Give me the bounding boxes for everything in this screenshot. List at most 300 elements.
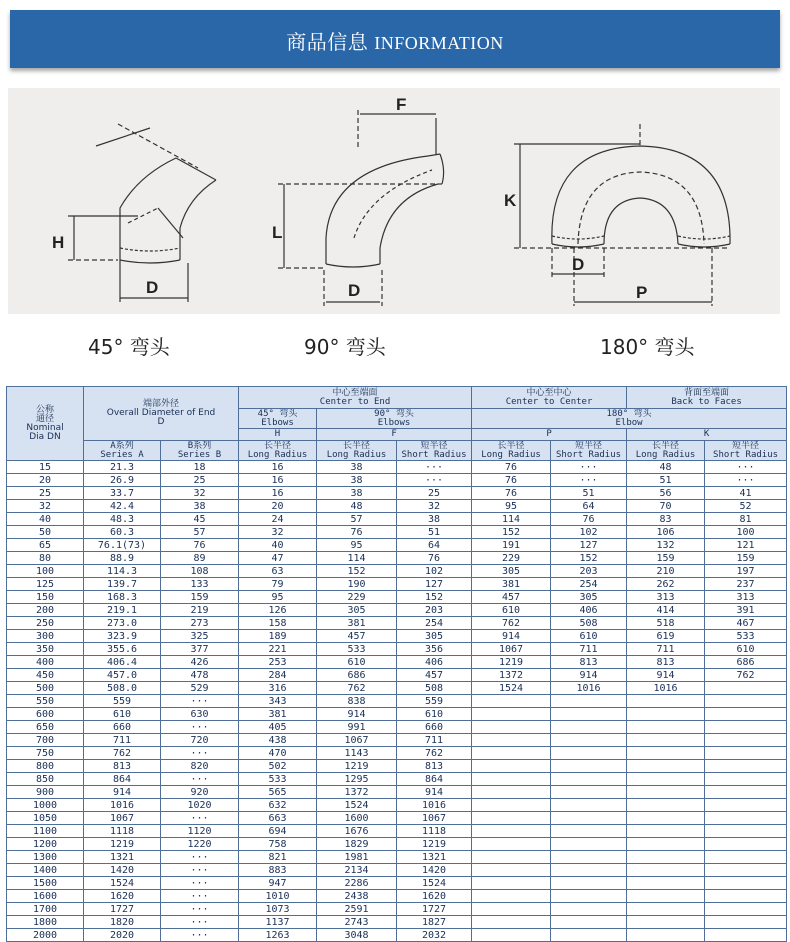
cell-series-a: 21.3: [84, 461, 161, 474]
cell-p-short: 254: [551, 578, 627, 591]
series-a-cn: A系列: [110, 440, 134, 451]
table-row: [7, 734, 787, 747]
cell-p-short: 305: [551, 591, 627, 604]
p-short-cn: 短半径: [575, 440, 603, 451]
cell-series-b: ···: [161, 747, 239, 760]
cell-p-long: 457: [472, 591, 551, 604]
table-row: [7, 656, 787, 669]
cell-series-a: 406.4: [84, 656, 161, 669]
cell-p-short: [551, 929, 627, 942]
cell-p-short: 813: [551, 656, 627, 669]
caption-180-elbow: 180° 弯头: [600, 335, 695, 359]
cell-h-long: 1137: [239, 916, 317, 929]
cell-h-long: 316: [239, 682, 317, 695]
cell-series-a: 508.0: [84, 682, 161, 695]
cell-p-long: [472, 734, 551, 747]
cell-k-long: [627, 747, 705, 760]
cell-f-long: 838: [317, 695, 397, 708]
cell-k-long: [627, 721, 705, 734]
cell-dn: 500: [7, 682, 84, 695]
cell-dn: 550: [7, 695, 84, 708]
cell-k-long: [627, 786, 705, 799]
cell-p-long: [472, 838, 551, 851]
header-e180-cn: 180° 弯头: [606, 408, 652, 419]
cell-f-short: 559: [397, 695, 472, 708]
cell-p-short: [551, 760, 627, 773]
cell-series-a: 1524: [84, 877, 161, 890]
cell-h-long: 221: [239, 643, 317, 656]
cell-series-a: 355.6: [84, 643, 161, 656]
cell-f-short: 254: [397, 617, 472, 630]
cell-f-short: ···: [397, 461, 472, 474]
cell-f-short: 610: [397, 708, 472, 721]
table-row: [7, 760, 787, 773]
banner-title-cn: 商品信息: [286, 30, 369, 54]
cell-series-b: ···: [161, 916, 239, 929]
cell-f-long: 991: [317, 721, 397, 734]
cell-dn: 850: [7, 773, 84, 786]
cell-f-long: 38: [317, 474, 397, 487]
cell-series-a: 219.1: [84, 604, 161, 617]
cell-series-b: 1020: [161, 799, 239, 812]
cell-k-short: 52: [705, 500, 787, 513]
cell-series-b: 325: [161, 630, 239, 643]
table-body: [7, 461, 787, 942]
cell-f-long: 1143: [317, 747, 397, 760]
cell-f-short: 152: [397, 591, 472, 604]
cell-k-long: [627, 695, 705, 708]
cell-f-short: 406: [397, 656, 472, 669]
cell-p-long: 95: [472, 500, 551, 513]
cell-p-short: [551, 903, 627, 916]
f-short-cn: 短半径: [420, 440, 448, 451]
cell-p-short: [551, 877, 627, 890]
cell-f-long: 95: [317, 539, 397, 552]
cell-h-long: 47: [239, 552, 317, 565]
cell-f-short: 38: [397, 513, 472, 526]
cell-k-short: 121: [705, 539, 787, 552]
cell-series-b: 32: [161, 487, 239, 500]
cell-h-long: 502: [239, 760, 317, 773]
cell-series-a: 273.0: [84, 617, 161, 630]
cell-p-long: 152: [472, 526, 551, 539]
cell-p-short: 102: [551, 526, 627, 539]
cell-p-short: [551, 799, 627, 812]
cell-k-short: [705, 890, 787, 903]
cell-h-long: 16: [239, 461, 317, 474]
cell-f-short: 76: [397, 552, 472, 565]
cell-series-b: ···: [161, 864, 239, 877]
header-diam-cn: 端部外径: [143, 399, 180, 409]
cell-f-long: 229: [317, 591, 397, 604]
cell-p-long: 229: [472, 552, 551, 565]
cell-series-a: 1620: [84, 890, 161, 903]
header-ctc-en: Center to Center: [505, 396, 593, 407]
series-b-cn: B系列: [187, 440, 212, 451]
cell-f-short: 102: [397, 565, 472, 578]
cell-h-long: 24: [239, 513, 317, 526]
header-h-long: [239, 441, 317, 461]
k-short-en: Short Radius: [713, 449, 779, 460]
header-k: K: [627, 429, 787, 441]
cell-f-long: 76: [317, 526, 397, 539]
banner-title-en: INFORMATION: [374, 33, 504, 53]
p-short-en: Short Radius: [556, 449, 622, 460]
table-row: [7, 578, 787, 591]
cell-series-b: 159: [161, 591, 239, 604]
cell-dn: 65: [7, 539, 84, 552]
cell-dn: 200: [7, 604, 84, 617]
cell-dn: 750: [7, 747, 84, 760]
cell-dn: 15: [7, 461, 84, 474]
cell-p-long: 610: [472, 604, 551, 617]
table-row: [7, 773, 787, 786]
cell-series-a: 60.3: [84, 526, 161, 539]
cell-f-short: 1727: [397, 903, 472, 916]
cell-k-short: [705, 721, 787, 734]
cell-k-long: 48: [627, 461, 705, 474]
cell-f-short: 914: [397, 786, 472, 799]
cell-k-short: [705, 812, 787, 825]
cell-k-long: 414: [627, 604, 705, 617]
cell-f-short: 660: [397, 721, 472, 734]
cell-k-long: [627, 929, 705, 942]
dim-label-l: L: [272, 223, 283, 242]
cell-p-short: [551, 851, 627, 864]
cell-dn: 32: [7, 500, 84, 513]
cell-dn: 1000: [7, 799, 84, 812]
cell-dn: 800: [7, 760, 84, 773]
table-row: [7, 864, 787, 877]
cell-p-short: 152: [551, 552, 627, 565]
cell-k-short: [705, 903, 787, 916]
header-cte-cn: 中心至端面: [332, 387, 378, 398]
cell-f-short: 864: [397, 773, 472, 786]
cell-series-a: 559: [84, 695, 161, 708]
cell-f-short: 203: [397, 604, 472, 617]
cell-h-long: 253: [239, 656, 317, 669]
cell-series-a: 42.4: [84, 500, 161, 513]
cell-p-short: 711: [551, 643, 627, 656]
header-center-to-end: [239, 387, 472, 409]
cell-f-long: 2438: [317, 890, 397, 903]
cell-f-long: 1295: [317, 773, 397, 786]
header-diam-en: Overall Diameter of End: [106, 408, 216, 418]
cell-p-short: 610: [551, 630, 627, 643]
header-nominal-en1: Nominal: [26, 422, 64, 433]
cell-dn: 150: [7, 591, 84, 604]
cell-h-long: 694: [239, 825, 317, 838]
cell-dn: 1800: [7, 916, 84, 929]
cell-p-short: [551, 838, 627, 851]
cell-k-short: 81: [705, 513, 787, 526]
cell-series-a: 323.9: [84, 630, 161, 643]
cell-k-long: [627, 916, 705, 929]
cell-series-b: 920: [161, 786, 239, 799]
cell-p-long: [472, 916, 551, 929]
cell-series-a: 26.9: [84, 474, 161, 487]
cell-p-long: 381: [472, 578, 551, 591]
table-row: [7, 500, 787, 513]
cell-k-long: [627, 799, 705, 812]
cell-series-b: 273: [161, 617, 239, 630]
cell-h-long: 565: [239, 786, 317, 799]
cell-dn: 250: [7, 617, 84, 630]
header-diam-d: D: [157, 417, 165, 427]
cell-series-a: 1727: [84, 903, 161, 916]
cell-p-short: [551, 734, 627, 747]
table-row: [7, 539, 787, 552]
cell-series-b: ···: [161, 721, 239, 734]
dim-label-h: H: [52, 233, 65, 252]
cell-h-long: 40: [239, 539, 317, 552]
cell-series-b: 57: [161, 526, 239, 539]
header-cte-en: Center to End: [319, 396, 391, 407]
cell-k-long: [627, 864, 705, 877]
cell-h-long: 381: [239, 708, 317, 721]
cell-series-b: ···: [161, 890, 239, 903]
table-row: [7, 851, 787, 864]
f-long-cn: 长半径: [343, 440, 371, 451]
header-center-to-center: [472, 387, 627, 409]
cell-p-long: 76: [472, 474, 551, 487]
cell-k-short: 762: [705, 669, 787, 682]
cell-f-long: 1829: [317, 838, 397, 851]
cell-f-long: 1600: [317, 812, 397, 825]
header-btf-en: Back to Faces: [671, 396, 742, 407]
cell-dn: 1700: [7, 903, 84, 916]
table-row: [7, 552, 787, 565]
cell-h-long: 1010: [239, 890, 317, 903]
header-180-elbow: [472, 409, 787, 429]
cell-h-long: 1263: [239, 929, 317, 942]
f-short-en: Short Radius: [401, 449, 467, 460]
header-45-elbows: [239, 409, 317, 429]
cell-f-short: 508: [397, 682, 472, 695]
cell-k-short: [705, 747, 787, 760]
cell-h-long: 63: [239, 565, 317, 578]
header-btf-cn: 背面至端面: [684, 387, 730, 398]
cell-dn: 2000: [7, 929, 84, 942]
table-row: [7, 526, 787, 539]
cell-series-b: 426: [161, 656, 239, 669]
cell-k-long: 159: [627, 552, 705, 565]
cell-dn: 25: [7, 487, 84, 500]
cell-dn: 80: [7, 552, 84, 565]
cell-h-long: 438: [239, 734, 317, 747]
cell-k-long: [627, 760, 705, 773]
table-row: [7, 682, 787, 695]
cell-f-short: ···: [397, 474, 472, 487]
cell-p-long: 76: [472, 487, 551, 500]
cell-h-long: 405: [239, 721, 317, 734]
dim-label-k: K: [504, 191, 517, 210]
table-row: [7, 916, 787, 929]
cell-f-long: 114: [317, 552, 397, 565]
caption-45-elbow: 45° 弯头: [88, 335, 170, 359]
table-row: [7, 630, 787, 643]
cell-f-short: 1219: [397, 838, 472, 851]
cell-series-a: 711: [84, 734, 161, 747]
cell-k-long: 51: [627, 474, 705, 487]
cell-dn: 900: [7, 786, 84, 799]
cell-series-b: 1220: [161, 838, 239, 851]
cell-k-long: 619: [627, 630, 705, 643]
cell-series-a: 660: [84, 721, 161, 734]
cell-series-a: 1321: [84, 851, 161, 864]
elbow-90-drawing: [278, 110, 444, 306]
cell-series-a: 33.7: [84, 487, 161, 500]
cell-k-long: 518: [627, 617, 705, 630]
cell-series-b: 219: [161, 604, 239, 617]
cell-p-long: 114: [472, 513, 551, 526]
cell-f-long: 381: [317, 617, 397, 630]
cell-f-long: 152: [317, 565, 397, 578]
cell-h-long: 632: [239, 799, 317, 812]
cell-k-long: 262: [627, 578, 705, 591]
cell-series-b: 720: [161, 734, 239, 747]
cell-series-b: 38: [161, 500, 239, 513]
cell-p-long: 1067: [472, 643, 551, 656]
cell-series-b: ···: [161, 851, 239, 864]
cell-f-long: 48: [317, 500, 397, 513]
cell-dn: 1500: [7, 877, 84, 890]
cell-p-long: 1524: [472, 682, 551, 695]
cell-series-b: 1120: [161, 825, 239, 838]
cell-k-short: 533: [705, 630, 787, 643]
cell-f-long: 2286: [317, 877, 397, 890]
header-f-short: [397, 441, 472, 461]
cell-f-short: 1016: [397, 799, 472, 812]
cell-series-b: ···: [161, 812, 239, 825]
cell-k-long: 132: [627, 539, 705, 552]
cell-p-short: ···: [551, 474, 627, 487]
cell-h-long: 883: [239, 864, 317, 877]
header-e45-en: Elbows: [261, 417, 294, 428]
cell-p-short: [551, 773, 627, 786]
cell-k-short: [705, 708, 787, 721]
cell-k-short: [705, 825, 787, 838]
cell-series-b: 377: [161, 643, 239, 656]
cell-f-short: 1118: [397, 825, 472, 838]
cell-p-short: 76: [551, 513, 627, 526]
cell-p-long: [472, 747, 551, 760]
cell-dn: 400: [7, 656, 84, 669]
dim-label-d-180: D: [572, 255, 585, 274]
cell-k-short: 391: [705, 604, 787, 617]
table-row: [7, 838, 787, 851]
table-row: [7, 604, 787, 617]
cell-series-b: ···: [161, 773, 239, 786]
cell-h-long: 79: [239, 578, 317, 591]
table-row: [7, 695, 787, 708]
f-long-en: Long Radius: [326, 449, 387, 460]
elbow-diagrams: [8, 88, 780, 314]
table-row: [7, 708, 787, 721]
cell-series-a: 610: [84, 708, 161, 721]
cell-k-short: [705, 734, 787, 747]
cell-k-short: [705, 864, 787, 877]
cell-dn: 1100: [7, 825, 84, 838]
header-back-to-faces: [627, 387, 787, 409]
table-row: [7, 877, 787, 890]
header-e90-en: Elbows: [377, 417, 411, 428]
dimension-table-panel: [6, 386, 786, 941]
dimension-table: [6, 386, 787, 942]
cell-k-long: [627, 903, 705, 916]
cell-k-long: 1016: [627, 682, 705, 695]
cell-series-a: 813: [84, 760, 161, 773]
header-f-long: [317, 441, 397, 461]
cell-p-short: [551, 890, 627, 903]
cell-h-long: 343: [239, 695, 317, 708]
cell-h-long: 758: [239, 838, 317, 851]
cell-k-short: [705, 851, 787, 864]
table-row: [7, 786, 787, 799]
header-e45-cn: 45° 弯头: [257, 408, 298, 419]
cell-p-short: 127: [551, 539, 627, 552]
cell-f-short: 32: [397, 500, 472, 513]
k-long-cn: 长半径: [652, 440, 680, 451]
cell-h-long: 32: [239, 526, 317, 539]
cell-f-short: 356: [397, 643, 472, 656]
cell-k-long: [627, 851, 705, 864]
cell-f-short: 2032: [397, 929, 472, 942]
cell-dn: 125: [7, 578, 84, 591]
cell-f-long: 1067: [317, 734, 397, 747]
cell-f-short: 305: [397, 630, 472, 643]
cell-series-a: 168.3: [84, 591, 161, 604]
cell-f-long: 1676: [317, 825, 397, 838]
cell-k-long: 711: [627, 643, 705, 656]
cell-h-long: 158: [239, 617, 317, 630]
cell-h-long: 533: [239, 773, 317, 786]
cell-f-short: 64: [397, 539, 472, 552]
cell-h-long: 189: [239, 630, 317, 643]
cell-f-long: 914: [317, 708, 397, 721]
table-row: [7, 825, 787, 838]
cell-dn: 1200: [7, 838, 84, 851]
cell-series-a: 76.1(73): [84, 539, 161, 552]
cell-series-b: 18: [161, 461, 239, 474]
cell-k-short: [705, 838, 787, 851]
cell-k-long: [627, 825, 705, 838]
cell-p-long: [472, 903, 551, 916]
cell-series-b: ···: [161, 929, 239, 942]
h-long-en: Long Radius: [247, 449, 308, 460]
cell-p-long: [472, 721, 551, 734]
cell-series-a: 914: [84, 786, 161, 799]
cell-series-b: 630: [161, 708, 239, 721]
cell-f-short: 51: [397, 526, 472, 539]
header-p-long: [472, 441, 551, 461]
cell-h-long: 284: [239, 669, 317, 682]
p-long-cn: 长半径: [497, 440, 525, 451]
cell-f-long: 1981: [317, 851, 397, 864]
cell-k-short: 313: [705, 591, 787, 604]
header-f: F: [317, 429, 472, 441]
cell-k-long: 56: [627, 487, 705, 500]
cell-p-short: [551, 721, 627, 734]
cell-p-long: [472, 760, 551, 773]
cell-k-short: [705, 929, 787, 942]
cell-k-long: [627, 734, 705, 747]
cell-series-b: 45: [161, 513, 239, 526]
cell-p-short: [551, 864, 627, 877]
cell-p-long: [472, 812, 551, 825]
cell-p-short: 508: [551, 617, 627, 630]
header-e90-cn: 90° 弯头: [374, 408, 414, 419]
